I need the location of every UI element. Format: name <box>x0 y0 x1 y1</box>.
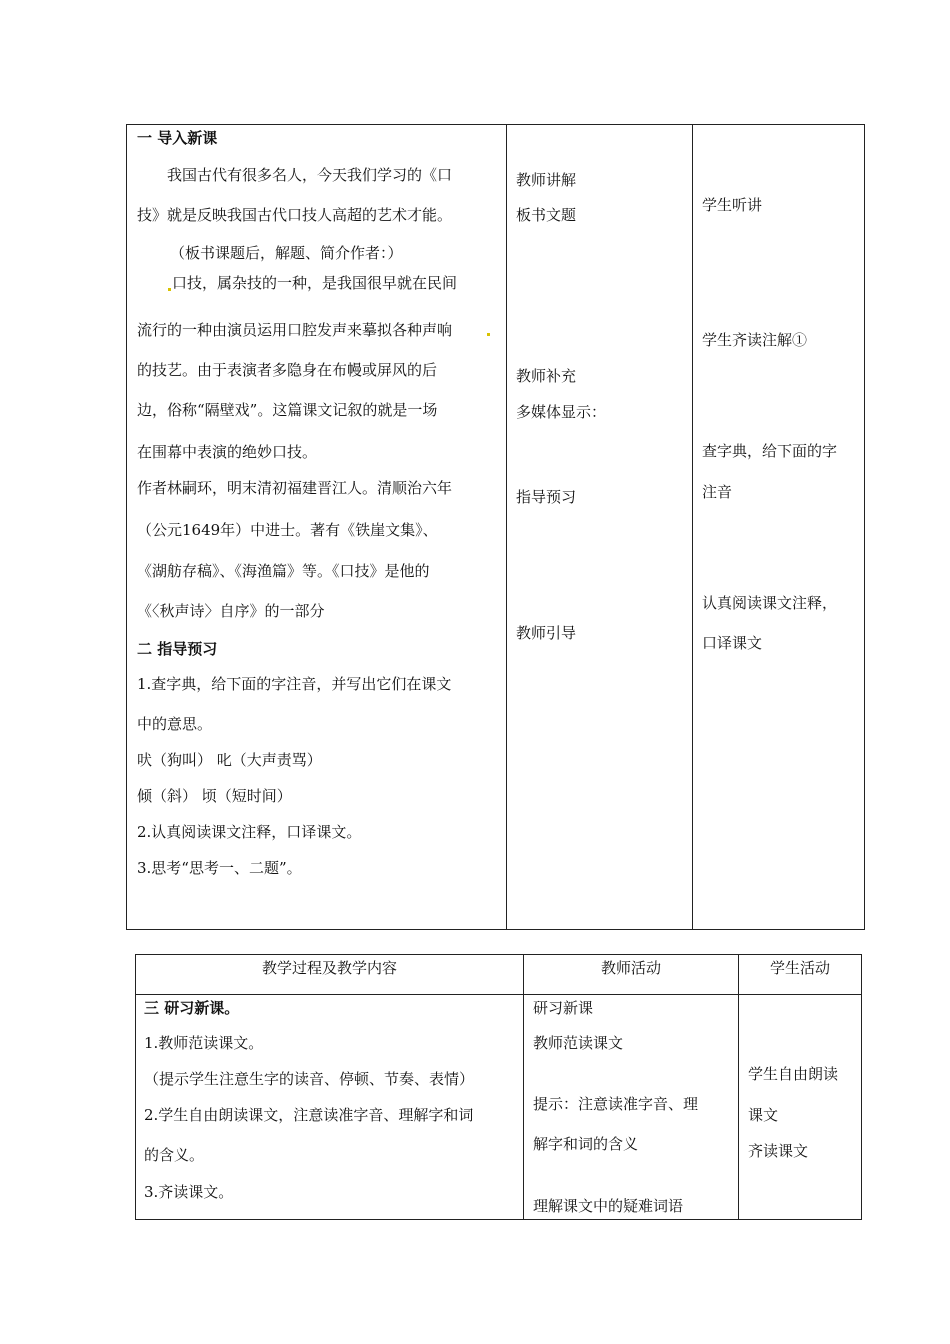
teacher-activity-5: 指导预习 <box>516 488 577 506</box>
teacher-activity-3: 教师补充 <box>516 367 577 385</box>
intro-line-1: 我国古代有很多名人，今天我们学习的《口 <box>167 166 453 184</box>
student-activity-4-line-1: 认真阅读课文注释， <box>702 594 838 612</box>
header-process: 教学过程及教学内容 <box>261 959 397 977</box>
section2-title: 二 指导预习 <box>137 640 218 658</box>
teacher-activity-1: 教师讲解 <box>516 171 577 189</box>
student2-activity-2: 齐读课文 <box>748 1142 809 1160</box>
student-activity-2: 学生齐读注解① <box>702 331 808 349</box>
kouji-line-2: 流行的一种由演员运用口腔发声来摹拟各种声响 <box>137 321 453 339</box>
table1-col3-cell <box>692 124 865 930</box>
header-student-activity: 学生活动 <box>769 959 830 977</box>
student-activity-1: 学生听讲 <box>702 196 763 214</box>
student2-activity-1-line-2: 课文 <box>748 1106 779 1124</box>
section1-title: 一 导入新课 <box>137 129 218 147</box>
teacher-activity-6: 教师引导 <box>516 624 577 642</box>
author-line-4: 《〈秋声诗〉自序》的一部分 <box>137 602 325 620</box>
kouji-line-5: 在围幕中表演的绝妙口技。 <box>137 443 318 461</box>
highlight-mark <box>487 333 490 336</box>
teacher-activity-2: 板书文题 <box>516 206 577 224</box>
student-activity-3-line-2: 注音 <box>702 483 733 501</box>
student-activity-4-line-2: 口译课文 <box>702 634 763 652</box>
step2-line-2: 的含义。 <box>144 1146 205 1164</box>
teacher2-activity-4: 理解课文中的疑难词语 <box>533 1197 684 1215</box>
teacher-activity-4: 多媒体显示： <box>516 403 607 421</box>
step2-line-1: 2.学生自由朗读课文，注意读准字音、理解字和词 <box>144 1106 474 1124</box>
task1-line-2: 中的意思。 <box>137 715 213 733</box>
kouji-line-1: 口技，属杂技的一种，是我国很早就在民间 <box>172 274 458 292</box>
words-line-1: 吠（狗叫） 叱（大声责骂） <box>137 751 322 769</box>
student-activity-3-line-1: 查字典，给下面的字 <box>702 442 838 460</box>
table1-col2-cell <box>506 124 693 930</box>
highlight-mark <box>168 288 171 291</box>
author-line-1: 作者林嗣环，明末清初福建晋江人。清顺治六年 <box>137 479 453 497</box>
header-teacher-activity: 教师活动 <box>600 959 661 977</box>
step1-text: 1.教师范读课文。 <box>144 1034 264 1052</box>
step1-note: （提示学生注意生字的读音、停顿、节奏、表情） <box>144 1070 475 1088</box>
teacher2-activity-3-line-2: 解字和词的含义 <box>533 1135 639 1153</box>
author-line-2: （公元1649年）中进士。著有《铁崖文集》、 <box>137 521 438 539</box>
author-line-3: 《湖舫存稿》、《海渔篇》等。《口技》是他的 <box>137 562 430 580</box>
teacher2-activity-3-line-1: 提示：注意读准字音、理 <box>533 1095 699 1113</box>
task2-text: 2.认真阅读课文注释，口译课文。 <box>137 823 362 841</box>
kouji-line-3: 的技艺。由于表演者多隐身在布幔或屏风的后 <box>137 361 438 379</box>
task1-line-1: 1.查字典，给下面的字注音，并写出它们在课文 <box>137 675 452 693</box>
kouji-line-4: 边，俗称“隔壁戏”。这篇课文记叙的就是一场 <box>137 401 438 419</box>
intro-line-2: 技》就是反映我国古代口技人高超的艺术才能。 <box>137 206 453 224</box>
words-line-2: 倾（斜） 顷（短时间） <box>137 787 292 805</box>
teacher2-activity-2: 教师范读课文 <box>533 1034 624 1052</box>
step3-text: 3.齐读课文。 <box>144 1183 234 1201</box>
section3-title: 三 研习新课。 <box>144 999 240 1017</box>
board-note: （板书课题后，解题、简介作者：） <box>170 244 403 262</box>
student2-activity-1-line-1: 学生自由朗读 <box>748 1065 839 1083</box>
task3-text: 3.思考“思考一、二题”。 <box>137 859 302 877</box>
teacher2-activity-1: 研习新课 <box>533 999 594 1017</box>
